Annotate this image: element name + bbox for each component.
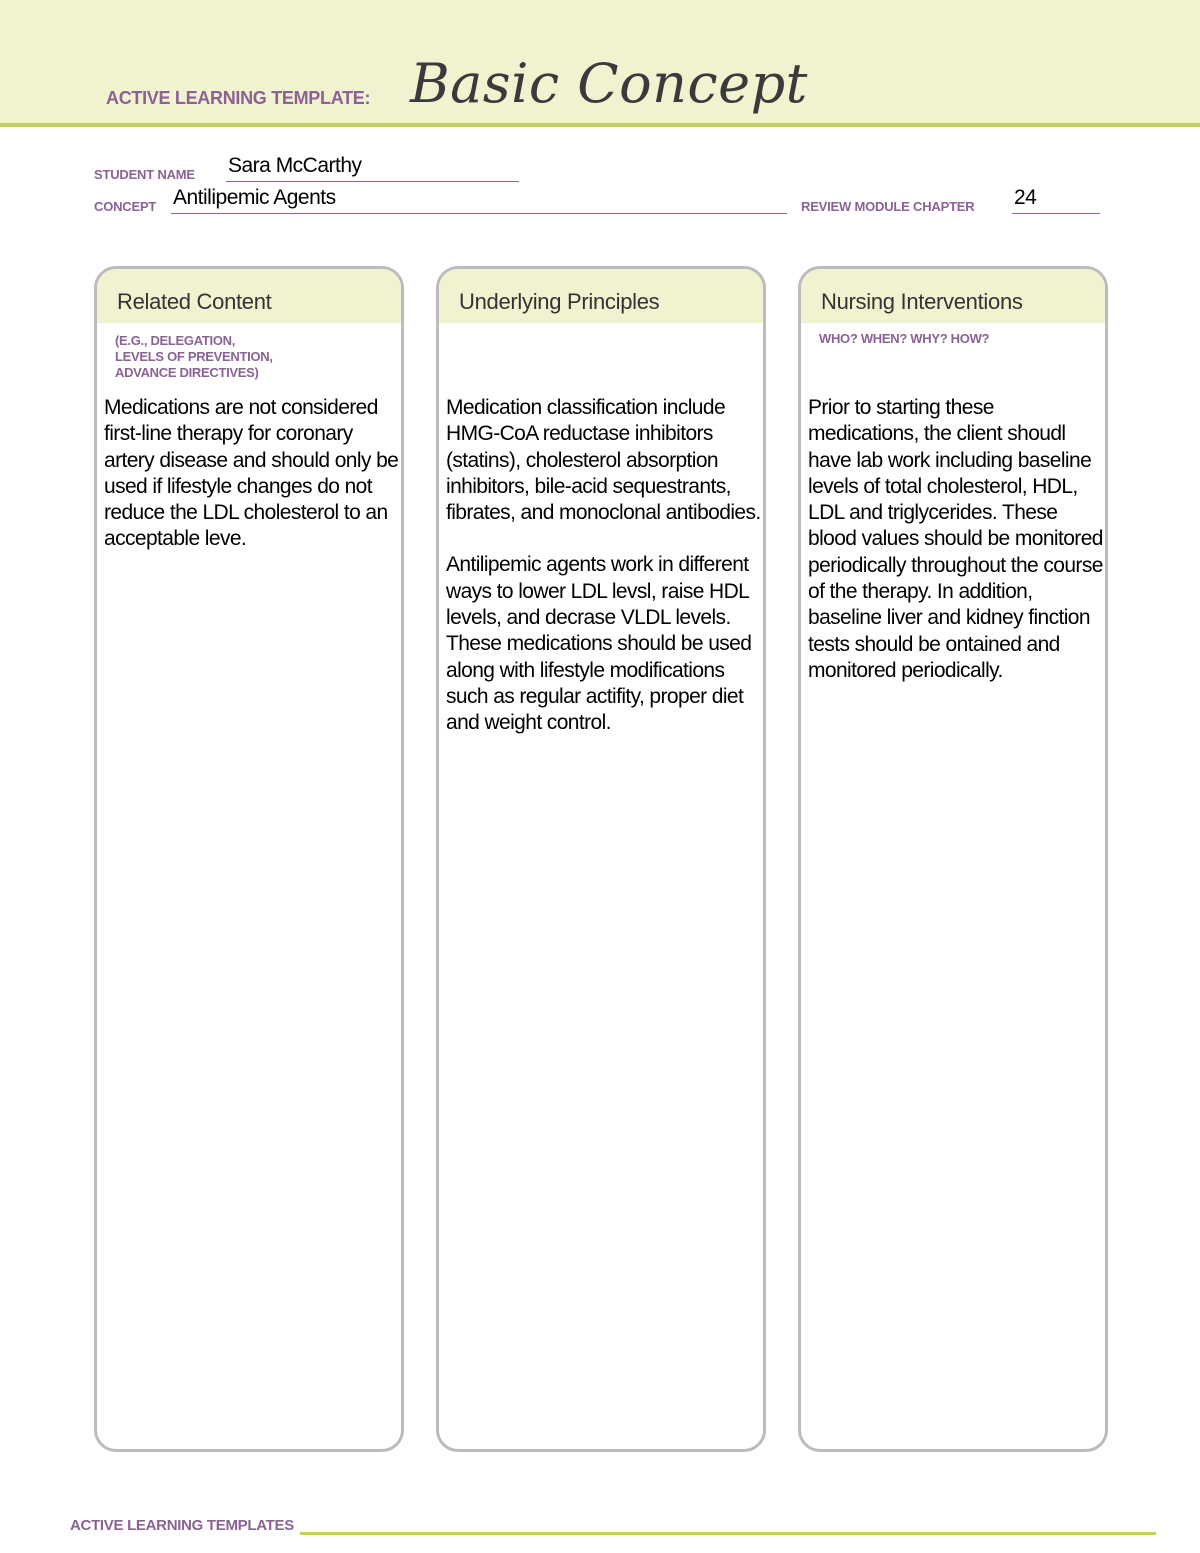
chapter-underline bbox=[1012, 213, 1100, 214]
underlying-principles-column bbox=[436, 266, 766, 1452]
concept-underline bbox=[171, 213, 787, 214]
underlying-principles-heading: Underlying Principles bbox=[439, 269, 763, 323]
footer-divider bbox=[300, 1532, 1156, 1535]
nursing-interventions-hint: WHO? WHEN? WHY? HOW? bbox=[819, 331, 990, 346]
template-title: Basic Concept bbox=[410, 52, 808, 115]
student-name-label: STUDENT NAME bbox=[94, 167, 195, 182]
nursing-interventions-heading: Nursing Interventions bbox=[801, 269, 1105, 323]
template-label: ACTIVE LEARNING TEMPLATE: bbox=[106, 88, 371, 108]
header-divider bbox=[0, 123, 1200, 127]
related-content-hint: (E.G., DELEGATION, LEVELS OF PREVENTION, ADVANCE DIRECTIVES) bbox=[115, 333, 273, 380]
related-content-paragraph: Medications are not considered first-line therapy for coronary artery disease and should only be used if lifestyle changes do not reduce the LDL cholesterol to an acceptable leve. bbox=[104, 396, 399, 551]
related-content-body[interactable] bbox=[104, 395, 400, 579]
student-name-underline bbox=[226, 181, 519, 182]
footer-label: ACTIVE LEARNING TEMPLATES bbox=[70, 1517, 294, 1534]
concept-value[interactable]: Antilipemic Agents bbox=[173, 186, 336, 209]
related-content-column bbox=[94, 266, 404, 1452]
underlying-principles-body[interactable] bbox=[446, 395, 762, 763]
chapter-value[interactable]: 24 bbox=[1014, 186, 1037, 209]
nursing-interventions-column bbox=[798, 266, 1108, 1452]
nursing-interventions-paragraph: Prior to starting these medications, the client shoudl have lab work including baseline levels of total cholesterol, HDL, LDL and triglycerides. These blood values should be monitored periodically throughout the course of the therapy. In addition, baseline liver and kidney finction tests should be ontained and monitored periodically. bbox=[808, 396, 1103, 682]
student-name-value[interactable]: Sara McCarthy bbox=[228, 154, 362, 177]
chapter-label: REVIEW MODULE CHAPTER bbox=[801, 199, 975, 214]
underlying-principles-paragraph: Medication classification include HMG-CoA reductase inhibitors (statins), cholesterol absorption inhibitors, bile-acid sequestrants, fibrates, and monoclonal antibodies. bbox=[446, 396, 761, 525]
underlying-principles-paragraph: Antilipemic agents work in different ways to lower LDL levsl, raise HDL levels, and decrase VLDL levels. These medications should be used along with lifestyle modifications such as regular actifity, proper diet and weight control. bbox=[446, 553, 752, 735]
related-content-heading: Related Content bbox=[97, 269, 401, 323]
nursing-interventions-body[interactable] bbox=[808, 395, 1106, 710]
concept-label: CONCEPT bbox=[94, 199, 157, 214]
